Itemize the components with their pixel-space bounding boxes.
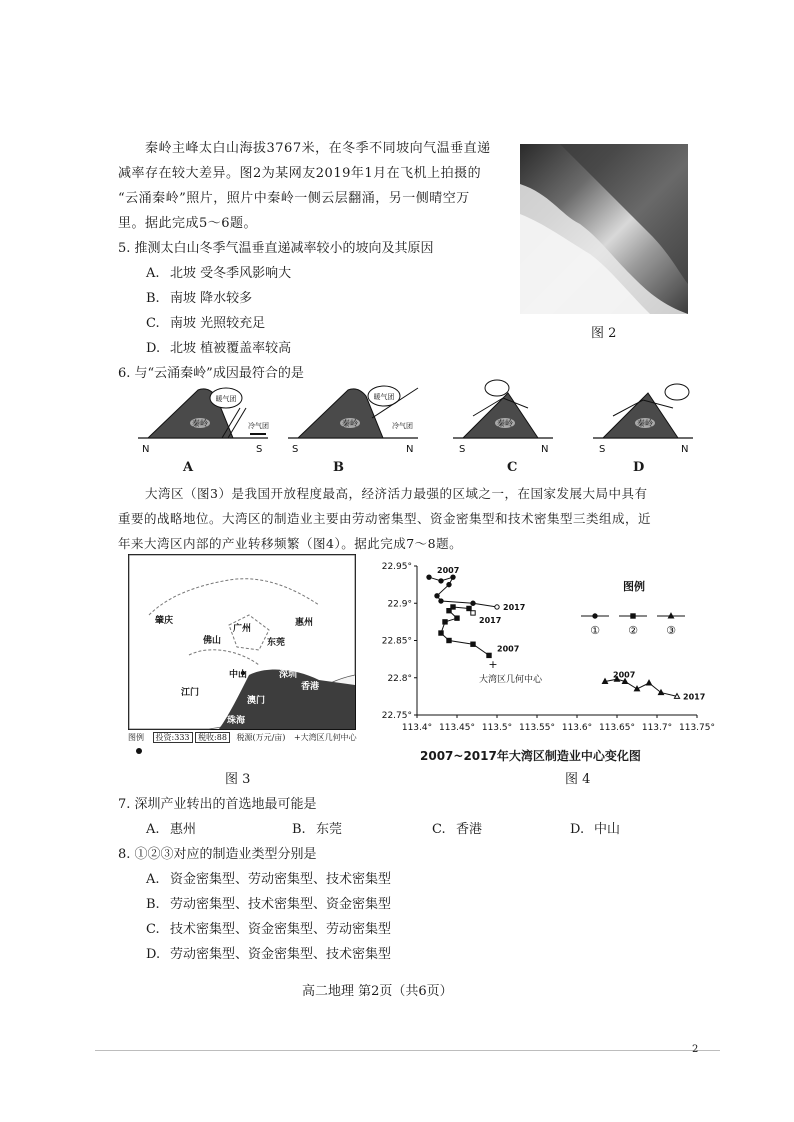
fig4-title: 2007~2017年大湾区制造业中心变化图 [420, 749, 641, 763]
fig3-legend-title: 图例 [128, 733, 144, 742]
data-point [451, 575, 455, 579]
q7-option-d[interactable] [570, 818, 620, 837]
option-text: 中山 [594, 822, 621, 837]
option-text: 惠州 [170, 822, 197, 837]
data-point [439, 631, 443, 635]
q7-option-a[interactable] [146, 818, 196, 837]
series-end-label: 2017 [683, 692, 706, 702]
q5-option-a[interactable] [146, 262, 291, 281]
diagram-a-left: N [142, 444, 150, 455]
option-text: 劳动密集型、资金密集型、技术密集型 [170, 947, 392, 962]
data-point [455, 616, 459, 620]
q7-stem: 7. 深圳产业转出的首选地最可能是 [118, 797, 317, 812]
chart-legend [581, 579, 685, 637]
diagram-c-mountain: 秦岭 [497, 419, 513, 428]
q7-option-b[interactable] [292, 818, 342, 837]
place-dongguan: 东莞 [267, 638, 286, 648]
series-2 [439, 605, 519, 658]
q5-option-c[interactable] [146, 312, 265, 331]
footer-divider [95, 1050, 720, 1051]
legend-label: ② [628, 624, 638, 637]
series-line [605, 679, 677, 696]
x-tick-label: 113.4° [401, 723, 433, 733]
data-point [646, 680, 651, 685]
option-label: D. [570, 822, 585, 837]
intro2-line-1: 大湾区（图3）是我国开放程度最高，经济活力最强的区域之一，在国家发展大局中具有 [145, 486, 648, 501]
q8-option-d[interactable] [146, 943, 391, 962]
option-label: C. [432, 822, 446, 837]
x-tick-label: 113.6° [561, 723, 593, 733]
place-hongkong: 香港 [301, 682, 320, 692]
data-point [471, 642, 475, 646]
series-line [441, 607, 489, 655]
place-guangzhou: 广州 [233, 624, 252, 634]
fig3-legend-item2: 税收:88 [195, 732, 230, 743]
q5-stem: 5. 推测太白山冬季气温垂直递减率较小的坡向及其原因 [118, 241, 434, 256]
series-end-label: 2017 [503, 602, 526, 612]
x-tick-label: 113.45° [439, 723, 475, 733]
bay-area-map [128, 554, 356, 730]
data-point [443, 620, 447, 624]
data-point [471, 611, 475, 615]
series-end-label: 2017 [479, 615, 502, 625]
option-text: 南坡 光照较充足 [170, 316, 266, 331]
place-foshan: 佛山 [203, 636, 222, 646]
place-zhuhai: 珠海 [227, 716, 246, 726]
place-shenzhen: 深圳 [279, 670, 298, 680]
q6-stem: 6. 与“云涌秦岭”成因最符合的是 [118, 366, 304, 381]
option-text: 劳动密集型、技术密集型、资金密集型 [170, 897, 392, 912]
option-text: 北坡 植被覆盖率较高 [170, 341, 292, 356]
option-text: 南坡 降水较多 [170, 291, 253, 306]
data-point [435, 594, 439, 598]
series-start-label: 2007 [613, 670, 636, 680]
option-text: 香港 [456, 822, 483, 837]
data-point [593, 614, 597, 618]
chart-axes [382, 562, 715, 733]
diagram-b-warm: 暖气团 [373, 393, 395, 401]
fig3-legend-item3: 税源(万元/亩) [236, 733, 286, 742]
q6-label-a[interactable]: A [183, 460, 194, 475]
fig4-chart [365, 560, 715, 765]
legend-label: ① [590, 624, 600, 637]
option-label: A. [146, 822, 160, 837]
x-tick-label: 113.7° [641, 723, 673, 733]
diagram-d-left: S [599, 444, 606, 455]
legend-label: ③ [666, 624, 676, 637]
data-point [634, 686, 639, 691]
q8-option-c[interactable] [146, 918, 391, 937]
data-point [602, 679, 607, 684]
x-tick-label: 113.75° [679, 723, 715, 733]
fig4-caption: 图 4 [565, 772, 591, 787]
option-text: 技术密集型、资金密集型、劳动密集型 [170, 922, 392, 937]
page-footer: 高二地理 第2页（共6页） [302, 984, 453, 999]
fig3-caption: 图 3 [225, 772, 251, 787]
q6-diagrams [138, 378, 698, 458]
diagram-d-mountain: 秦岭 [637, 419, 653, 428]
q6-label-c[interactable]: C [507, 460, 518, 475]
option-label: D. [146, 341, 161, 356]
diagram-a-cold: 冷气团 [248, 422, 269, 430]
diagram-d-right: N [681, 444, 689, 455]
intro1-line-2: 减率存在较大差异。图2为某网友2019年1月在飞机上拍摄的 [118, 166, 482, 181]
y-tick-label: 22.95° [381, 562, 412, 572]
option-label: A. [146, 872, 160, 887]
intro1-line-3: “云涌秦岭”照片，照片中秦岭一侧云层翻涌，另一侧晴空万 [118, 191, 470, 206]
option-text: 资金密集型、劳动密集型、技术密集型 [170, 872, 392, 887]
diagram-b-cold: 冷气团 [392, 422, 413, 430]
diagram-b-mountain: 秦岭 [342, 419, 358, 428]
option-label: C. [146, 316, 160, 331]
cloud-photo [520, 144, 688, 314]
intro2-line-3: 年来大湾区内部的产业转移频繁（图4）。据此完成7～8题。 [118, 536, 463, 551]
legend-title: 图例 [623, 580, 645, 593]
option-label: D. [146, 947, 161, 962]
intro2-line-2: 重要的战略地位。大湾区的制造业主要由劳动密集型、资金密集型和技术密集型三类组成，近 [118, 511, 652, 526]
option-label: A. [146, 266, 160, 281]
data-point [668, 613, 673, 618]
q8-option-a[interactable] [146, 868, 391, 887]
page-mark: 2 [692, 1044, 699, 1055]
data-point [427, 575, 431, 579]
place-jiangmen: 江门 [181, 688, 200, 698]
geometric-center-label: 大湾区几何中心 [479, 675, 543, 686]
fig3-legend [128, 732, 357, 743]
place-zhaoqing: 肇庆 [155, 616, 174, 626]
q6-label-b[interactable]: B [333, 460, 344, 475]
fig3-legend-center: +大湾区几何中心 [293, 733, 357, 742]
q7-option-c[interactable] [432, 818, 482, 837]
option-text: 北坡 受冬季风影响大 [170, 266, 292, 281]
data-point [439, 599, 443, 603]
diagram-a-mountain: 秦岭 [192, 419, 208, 428]
diagram-c [453, 380, 553, 455]
data-point [439, 579, 443, 583]
diagram-b-right: N [406, 444, 414, 455]
diagram-d [593, 384, 693, 455]
data-point [447, 638, 451, 642]
cloud-photo-art [520, 144, 688, 314]
series-3 [602, 670, 705, 701]
x-tick-label: 113.5° [481, 723, 513, 733]
data-point [495, 605, 499, 609]
option-label: C. [146, 922, 160, 937]
diagram-a [138, 388, 269, 455]
diagram-b [288, 386, 418, 455]
data-point [471, 601, 475, 605]
y-tick-label: 22.9° [387, 599, 412, 610]
q8-option-b[interactable] [146, 893, 391, 912]
diagram-c-left: S [459, 444, 466, 455]
map-art [129, 555, 355, 729]
fig2-caption: 图 2 [591, 326, 617, 341]
data-point [451, 605, 455, 609]
series-start-label: 2007 [437, 566, 460, 576]
intro1-line-1: 秦岭主峰太白山海拔3767米，在冬季不同坡向气温垂直递 [145, 141, 491, 156]
q8-stem: 8. ①②③对应的制造业类型分别是 [118, 847, 317, 862]
y-tick-label: 22.85° [381, 636, 412, 647]
intro1-line-4: 里。据此完成5～6题。 [118, 216, 258, 231]
data-point [467, 606, 471, 610]
diagram-b-left: S [292, 444, 299, 455]
diagram-a-warm: 暖气团 [215, 395, 237, 403]
data-point [487, 653, 491, 657]
x-tick-label: 113.55° [519, 723, 555, 733]
data-point [674, 694, 679, 699]
series-1 [427, 566, 525, 612]
series-start-label: 2007 [497, 644, 520, 654]
fig3-legend-item1: 投资:333 [153, 732, 193, 743]
diagram-a-right: S [256, 444, 263, 455]
y-tick-label: 22.8° [387, 673, 412, 684]
diagram-c-right: N [541, 444, 549, 455]
y-tick-label: 22.75° [381, 711, 412, 721]
q6-label-d[interactable]: D [633, 460, 645, 475]
place-macau: 澳门 [247, 696, 266, 706]
data-point [631, 614, 635, 618]
place-zhongshan: 中山 [229, 670, 248, 680]
data-point [447, 582, 451, 586]
q5-option-b[interactable] [146, 287, 252, 306]
option-label: B. [292, 822, 306, 837]
x-tick-label: 113.65° [599, 723, 635, 733]
option-text: 东莞 [316, 822, 343, 837]
option-label: B. [146, 897, 160, 912]
geometric-center-marker: + [488, 658, 498, 672]
place-huizhou: 惠州 [295, 618, 314, 628]
chart-series [427, 566, 705, 701]
q5-option-d[interactable] [146, 337, 291, 356]
city-dot-icon [136, 748, 142, 754]
option-label: B. [146, 291, 160, 306]
